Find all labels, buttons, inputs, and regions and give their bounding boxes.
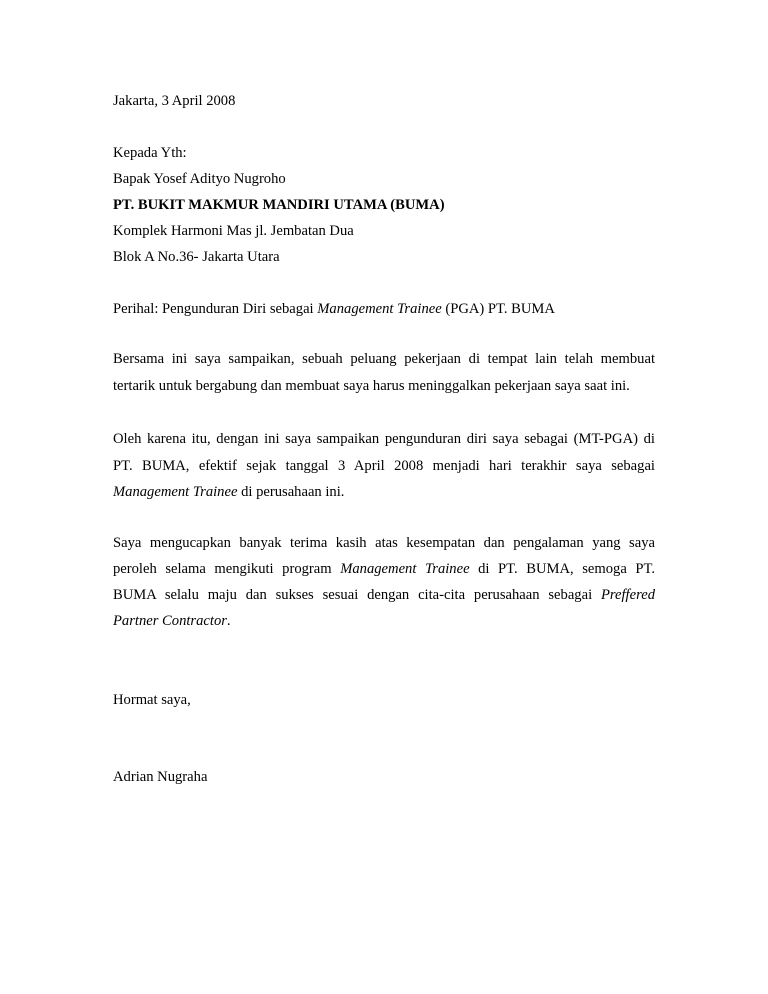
signature-name: Adrian Nugraha <box>113 769 208 785</box>
paragraph3-line4-italic: Partner Contractor <box>113 613 227 629</box>
letter-date: Jakarta, 3 April 2008 <box>113 93 236 109</box>
letter-closing: Hormat saya, <box>113 692 191 708</box>
recipient-address-line1: Komplek Harmoni Mas jl. Jembatan Dua <box>113 223 354 239</box>
paragraph2-line1: Oleh karena itu, dengan ini saya sampaikan pengunduran diri saya sebagai (MT-PGA) di <box>113 431 655 447</box>
recipient-company: PT. BUKIT MAKMUR MANDIRI UTAMA (BUMA) <box>113 197 445 213</box>
paragraph2-line3-italic: Management Trainee <box>113 484 238 500</box>
paragraph3-line2-italic: Management Trainee <box>340 561 470 577</box>
recipient-address-line2: Blok A No.36- Jakarta Utara <box>113 249 280 265</box>
recipient-greeting: Kepada Yth: <box>113 145 187 161</box>
subject-prefix: Perihal: Pengunduran Diri sebagai <box>113 301 318 317</box>
paragraph3-line3-italic: Preffered <box>600 587 655 603</box>
paragraph2-line3-rest: di perusahaan ini. <box>237 484 345 500</box>
paragraph2-line3 <box>113 483 344 501</box>
subject-italic: Management Trainee <box>317 301 442 317</box>
paragraph3-line3-prefix: BUMA selalu maju dan sukses sesuai dengan cita-cita perusahaan sebagai <box>113 587 601 603</box>
paragraph3-line2 <box>113 560 655 578</box>
paragraph3-line4 <box>113 612 231 630</box>
paragraph1-line2: tertarik untuk bergabung dan membuat saya harus meninggalkan pekerjaan saya saat ini. <box>113 378 630 394</box>
recipient-name: Bapak Yosef Adityo Nugroho <box>113 171 286 187</box>
paragraph3-line3 <box>113 586 655 604</box>
paragraph3-line4-rest: . <box>226 613 231 629</box>
paragraph2-line2: PT. BUMA, efektif sejak tanggal 3 April 2008 menjadi hari terakhir saya sebagai <box>113 458 655 474</box>
paragraph3-line1: Saya mengucapkan banyak terima kasih atas kesempatan dan pengalaman yang saya <box>113 535 655 551</box>
subject-suffix: (PGA) PT. BUMA <box>441 301 555 317</box>
paragraph1-line1: Bersama ini saya sampaikan, sebuah peluang pekerjaan di tempat lain telah membuat <box>113 351 655 367</box>
paragraph3-line2-prefix: peroleh selama mengikuti program <box>113 561 341 577</box>
paragraph3-line2-suffix: di PT. BUMA, semoga PT. <box>469 561 655 577</box>
letter-subject <box>113 300 555 318</box>
